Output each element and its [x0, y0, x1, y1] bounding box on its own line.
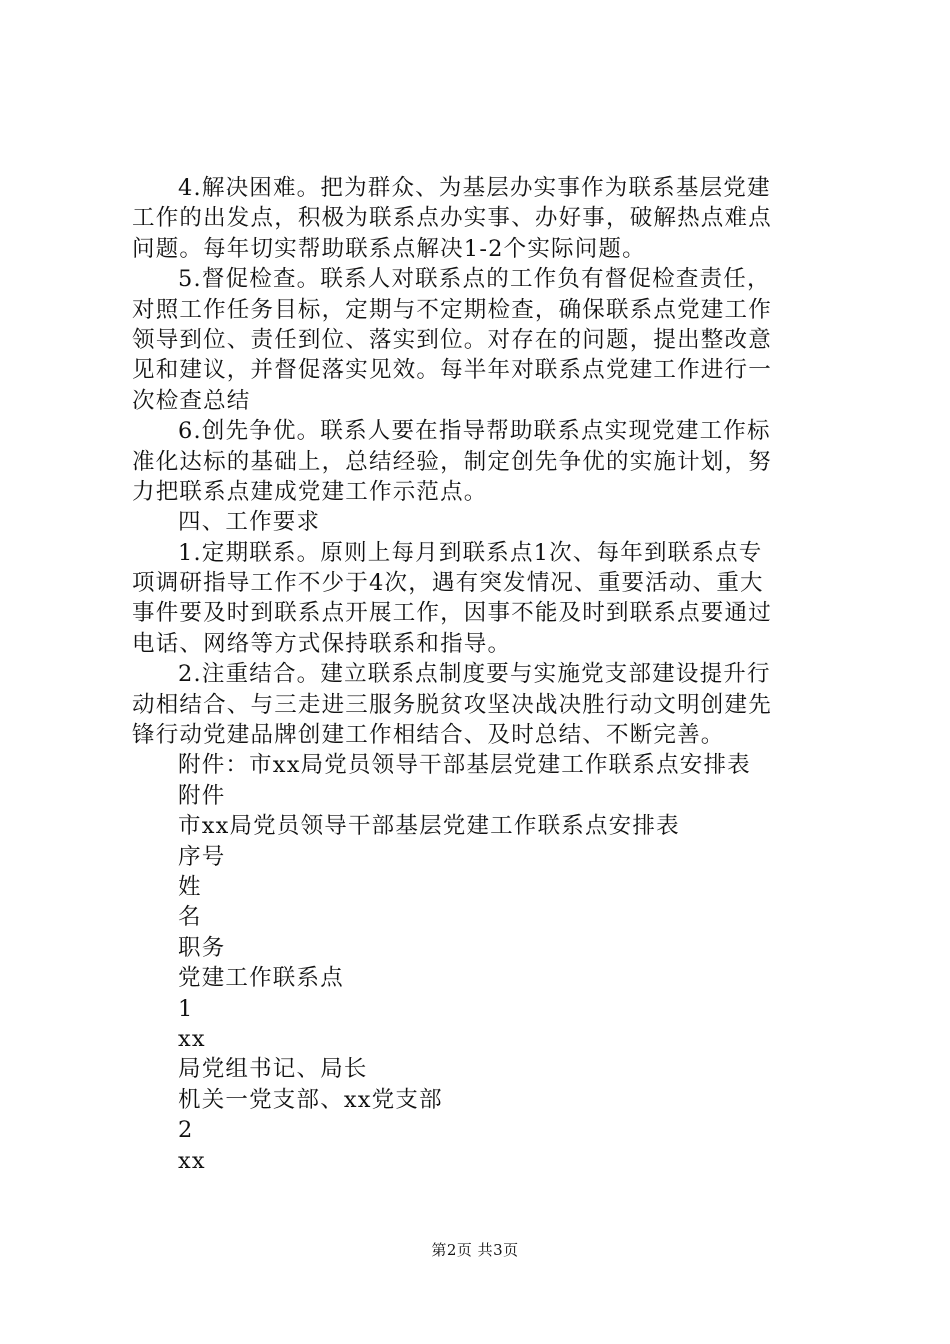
paragraph-line: 次检查总结 — [132, 387, 251, 414]
section-heading: 四、工作要求 — [178, 509, 321, 536]
table-cell: 1 — [178, 995, 194, 1022]
paragraph-line: 问题。每年切实帮助联系点解决1-2个实际问题。 — [132, 235, 646, 262]
page-footer: 第2页 共3页 — [431, 1241, 519, 1259]
paragraph-line: 锋行动党建品牌创建工作相结合、及时总结、不断完善。 — [132, 722, 725, 749]
paragraph-line: 对照工作任务目标，定期与不定期检查，确保联系点党建工作 — [132, 296, 772, 323]
paragraph-line: 2.注重结合。建立联系点制度要与实施党支部建设提升行 — [178, 661, 771, 688]
table-cell: 机关一党支部、xx党支部 — [178, 1086, 443, 1113]
paragraph-line: 事件要及时到联系点开展工作，因事不能及时到联系点要通过 — [132, 600, 772, 627]
paragraph-line: 项调研指导工作不少于4次，遇有突发情况、重要活动、重大 — [132, 570, 764, 597]
paragraph-line: 1.定期联系。原则上每月到联系点1次、每年到联系点专 — [178, 539, 763, 566]
paragraph-line: 6.创先争优。联系人要在指导帮助联系点实现党建工作标 — [178, 418, 771, 445]
attachment-title: 市xx局党员领导干部基层党建工作联系点安排表 — [178, 813, 680, 840]
paragraph-line: 电话、网络等方式保持联系和指导。 — [132, 630, 512, 657]
table-cell: xx — [178, 1147, 206, 1174]
document-body — [132, 173, 840, 1176]
paragraph-line: 4.解决困难。把为群众、为基层办实事作为联系基层党建 — [178, 175, 771, 201]
table-cell: 局党组书记、局长 — [178, 1056, 368, 1083]
table-header-cell: 名 — [178, 904, 202, 931]
paragraph-line: 5.督促检查。联系人对联系点的工作负有督促检查责任， — [178, 266, 771, 293]
paragraph-line: 见和建议，并督促落实见效。每半年对联系点党建工作进行一 — [132, 357, 772, 384]
paragraph-line: 工作的出发点，积极为联系点办实事、办好事，破解热点难点 — [132, 205, 772, 232]
table-header-cell: 姓 — [178, 873, 202, 900]
table-cell: xx — [178, 1025, 206, 1052]
paragraph-line: 准化达标的基础上，总结经验，制定创先争优的实施计划，努 — [132, 448, 772, 475]
table-header-cell: 职务 — [178, 934, 226, 961]
attachment-label: 附件 — [178, 782, 226, 809]
paragraph-line: 动相结合、与三走进三服务脱贫攻坚决战决胜行动文明创建先 — [132, 691, 772, 718]
table-cell: 2 — [178, 1117, 194, 1144]
paragraph-line: 力把联系点建成党建工作示范点。 — [132, 478, 488, 505]
table-header-cell: 序号 — [178, 843, 226, 870]
attachment-note: 附件：市xx局党员领导干部基层党建工作联系点安排表 — [178, 752, 751, 779]
paragraph-line: 领导到位、责任到位、落实到位。对存在的问题，提出整改意 — [132, 326, 772, 353]
table-header-cell: 党建工作联系点 — [178, 965, 344, 992]
